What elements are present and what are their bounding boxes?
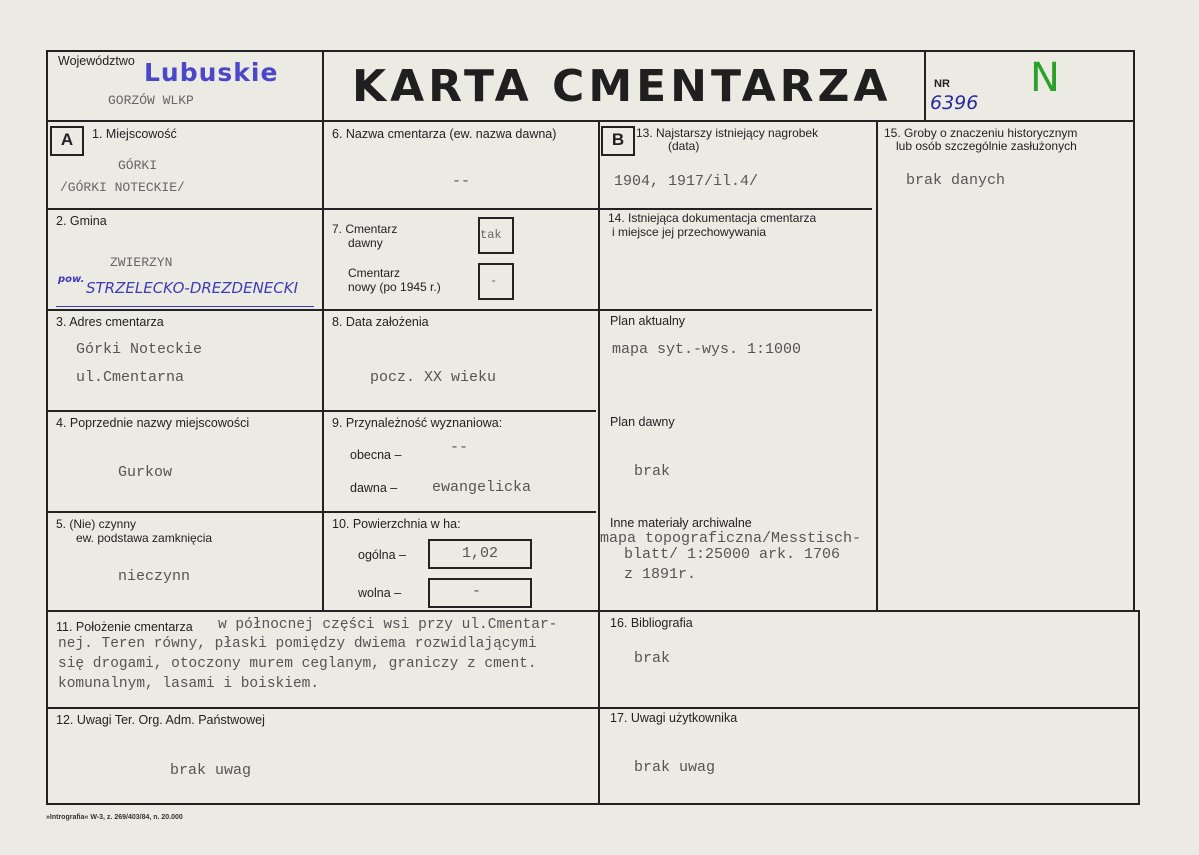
field-13-value: 1904, 1917/il.4/ <box>614 173 759 190</box>
field-7-label: 7. Cmentarz <box>332 222 398 236</box>
field-11-label: 11. Położenie cmentarza <box>56 620 193 634</box>
wojewodztwo-old: GORZÓW WLKP <box>108 93 194 108</box>
field-6-value: -- <box>452 173 471 190</box>
field-4-value: Gurkow <box>118 464 173 481</box>
field-11-line-1: w północnej części wsi przy ul.Cmentar- <box>218 617 558 633</box>
field-10-label: 10. Powierzchnia w ha: <box>332 517 461 531</box>
field-3-value-2: ul.Cmentarna <box>76 369 185 386</box>
field-12-value: brak uwag <box>170 762 252 779</box>
dawna-label: dawna – <box>350 481 398 495</box>
header-divider <box>46 120 1134 122</box>
col-divider-3 <box>876 120 878 611</box>
field-17-label: 17. Uwagi użytkownika <box>610 711 738 725</box>
field-5-label-2: ew. podstawa zamknięcia <box>76 531 213 545</box>
row-divider-3 <box>46 410 596 412</box>
wolna-label: wolna – <box>358 586 402 600</box>
field-4-label: 4. Poprzednie nazwy miejscowości <box>56 416 250 430</box>
field-12-label: 12. Uwagi Ter. Org. Adm. Państwowej <box>56 713 265 727</box>
field-1-label: 1. Miejscowość <box>92 127 177 141</box>
field-11-line-4: komunalnym, lasami i boiskiem. <box>58 676 320 692</box>
field-7-label-4: nowy (po 1945 r.) <box>348 280 441 294</box>
field-7-label-2: dawny <box>348 236 383 250</box>
field-2-handwritten-prefix: pow. <box>58 274 85 285</box>
nr-mark: N <box>1030 55 1060 101</box>
inne-materialy-label: Inne materiały archiwalne <box>610 516 752 530</box>
plan-aktualny-label: Plan aktualny <box>610 314 686 328</box>
wolna-value: - <box>472 583 482 600</box>
frame-bottom <box>46 803 1140 805</box>
field-15-label-2: lub osób szczególnie zasłużonych <box>896 139 1077 153</box>
field-7-label-3: Cmentarz <box>348 266 401 280</box>
ogolna-value: 1,02 <box>462 545 499 562</box>
field-2-value: ZWIERZYN <box>110 255 173 270</box>
field-6-label: 6. Nazwa cmentarza (ew. nazwa dawna) <box>332 127 557 141</box>
row-divider-2 <box>46 309 872 311</box>
field-2-label: 2. Gmina <box>56 214 107 228</box>
row-divider-5 <box>46 610 1140 612</box>
row-divider-1 <box>46 208 872 210</box>
inne-materialy-line-2: blatt/ 1:25000 ark. 1706 <box>624 546 841 563</box>
inne-materialy-line-1: mapa topograficzna/Messtisch- <box>600 530 862 547</box>
row-divider-6 <box>46 707 1140 709</box>
field-13-label-2: (data) <box>668 139 700 153</box>
field-1-value-2: /GÓRKI NOTECKIE/ <box>60 180 185 195</box>
field-3-label: 3. Adres cmentarza <box>56 315 164 329</box>
field-2-handwritten: STRZELECKO-DREZDENECKI <box>86 279 299 297</box>
plan-dawny-label: Plan dawny <box>610 415 675 429</box>
frame-right-upper <box>1133 50 1135 611</box>
field-13-label: 13. Najstarszy istniejący nagrobek <box>636 126 819 140</box>
nowy-value: - <box>490 274 498 288</box>
inne-materialy-line-3: z 1891r. <box>624 566 697 583</box>
field-16-value: brak <box>634 650 671 667</box>
nr-value: 6396 <box>930 92 979 114</box>
nr-divider <box>924 50 926 121</box>
field-5-value: nieczynn <box>118 568 191 585</box>
field-15-label: 15. Groby o znaczeniu historycznym <box>884 126 1078 140</box>
wojewodztwo-stamp: Lubuskie <box>144 58 279 87</box>
nr-label: NR <box>934 78 950 90</box>
dawny-value: tak <box>480 228 502 242</box>
field-9-label: 9. Przynależność wyznaniowa: <box>332 416 503 430</box>
field-11-line-3: się drogami, otoczony murem ceglanym, graniczy z cment. <box>58 656 537 672</box>
dawna-value: ewangelicka <box>432 479 532 496</box>
section-a-box: A <box>50 126 84 156</box>
field-3-value-1: Górki Noteckie <box>76 341 203 358</box>
col-divider-1 <box>322 50 324 611</box>
field-5-label: 5. (Nie) czynny <box>56 517 137 531</box>
field-15-value: brak danych <box>906 172 1006 189</box>
col-divider-2 <box>598 120 600 804</box>
field-11-line-2: nej. Teren równy, płaski pomiędzy dwiema rozwidlającymi <box>58 636 537 652</box>
card-title: KARTA CMENTARZA <box>352 61 892 112</box>
field-14-label-2: i miejsce jej przechowywania <box>612 225 767 239</box>
print-note: »Intrografia« W-3, z. 269/403/84, n. 20.000 <box>46 814 183 821</box>
section-b-box: B <box>601 126 635 156</box>
wojewodztwo-label: Województwo <box>58 54 135 68</box>
field-16-label: 16. Bibliografia <box>610 616 693 630</box>
plan-aktualny-value: mapa syt.-wys. 1:1000 <box>612 341 802 358</box>
frame-left <box>46 50 48 804</box>
ogolna-label: ogólna – <box>358 548 406 562</box>
obecna-label: obecna – <box>350 448 402 462</box>
field-8-label: 8. Data założenia <box>332 315 429 329</box>
field-17-value: brak uwag <box>634 759 716 776</box>
row-divider-4 <box>46 511 596 513</box>
field-14-label: 14. Istniejąca dokumentacja cmentarza <box>608 211 817 225</box>
obecna-value: -- <box>450 439 469 456</box>
frame-top <box>46 50 1134 52</box>
field-1-value-1: GÓRKI <box>118 158 158 173</box>
handwritten-underline <box>56 306 314 307</box>
plan-dawny-value: brak <box>634 463 671 480</box>
field-8-value: pocz. XX wieku <box>370 369 497 386</box>
frame-right-lower <box>1138 610 1140 804</box>
